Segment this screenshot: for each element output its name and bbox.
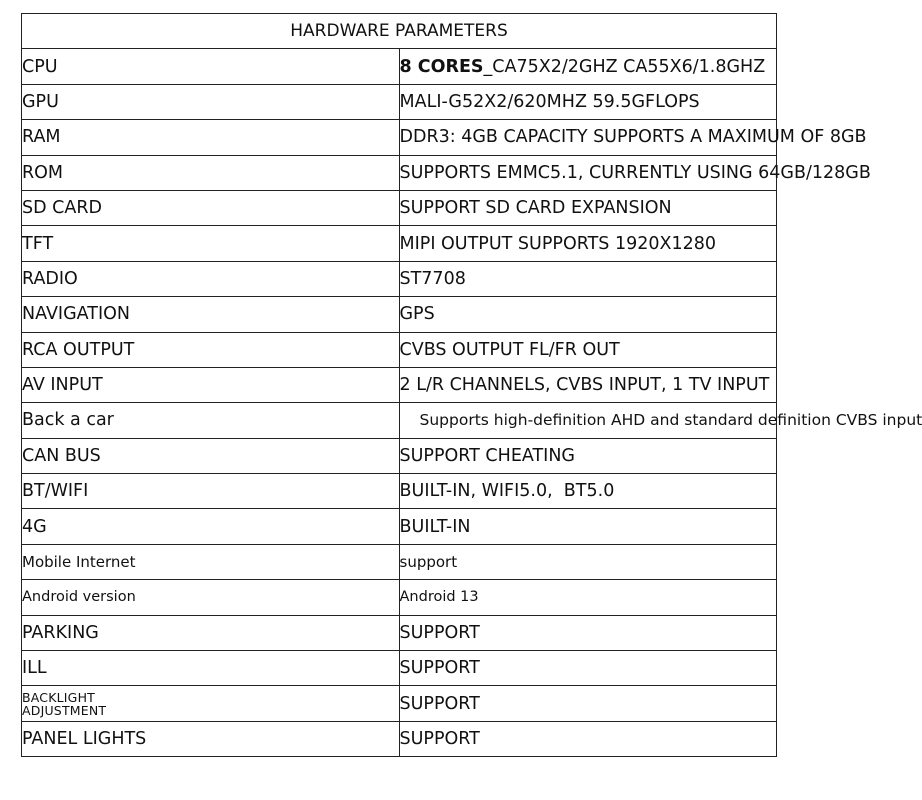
row-value: SUPPORT (399, 651, 777, 686)
table-row-navigation (22, 297, 777, 332)
table-row-bt-wifi (22, 474, 777, 509)
table-title: HARDWARE PARAMETERS (22, 14, 777, 49)
table-row-parking (22, 615, 777, 650)
row-label: ROM (22, 155, 400, 190)
row-label-line1: BACKLIGHT (22, 689, 96, 705)
table-row-rca-output (22, 332, 777, 367)
row-label: 4G (22, 509, 400, 544)
table-row-ram (22, 120, 777, 155)
row-value: SUPPORT SD CARD EXPANSION (399, 190, 777, 225)
row-label-line2: ADJUSTMENT (22, 702, 107, 718)
row-value: DDR3: 4GB CAPACITY SUPPORTS A MAXIMUM OF 8GB (399, 120, 777, 155)
row-value: Supports high-definition AHD and standard definition CVBS input (399, 403, 777, 438)
row-value: support (399, 544, 777, 579)
row-label: NAVIGATION (22, 297, 400, 332)
row-value: MIPI OUTPUT SUPPORTS 1920X1280 (399, 226, 777, 261)
row-label: RCA OUTPUT (22, 332, 400, 367)
table-header-row (22, 14, 777, 49)
row-label: SD CARD (22, 190, 400, 225)
table-row-gpu (22, 84, 777, 119)
row-label: Mobile Internet (22, 544, 400, 579)
cpu-cores-value: 8 CORES (399, 56, 484, 77)
table-row-rom (22, 155, 777, 190)
row-value: 2 L/R CHANNELS, CVBS INPUT, 1 TV INPUT (399, 367, 777, 402)
row-value: SUPPORT CHEATING (399, 438, 777, 473)
row-label: PARKING (22, 615, 400, 650)
row-label: TFT (22, 226, 400, 261)
table-row-tft (22, 226, 777, 261)
row-value: ST7708 (399, 261, 777, 296)
table-row-panel-lights (22, 721, 777, 756)
row-value: MALI-G52X2/620MHZ 59.5GFLOPS (399, 84, 777, 119)
table-row-mobile-internet (22, 544, 777, 579)
hardware-parameters-table (21, 13, 922, 757)
hardware-parameters-sheet (21, 13, 922, 757)
table-row-android-version (22, 580, 777, 615)
table-row-radio (22, 261, 777, 296)
row-label: Android version (22, 580, 400, 615)
cpu-clock-value: _CA75X2/2GHZ CA55X6/1.8GHZ (483, 56, 766, 77)
table-row-av-input (22, 367, 777, 402)
row-value: Android 13 (399, 580, 777, 615)
row-label: CPU (22, 49, 400, 84)
row-value: SUPPORT (399, 615, 777, 650)
table-row-back-a-car (22, 403, 777, 438)
table-row-4g (22, 509, 777, 544)
table-row-cpu (22, 49, 777, 84)
row-label: RAM (22, 120, 400, 155)
row-value (399, 49, 777, 84)
row-value: SUPPORT (399, 721, 777, 756)
table-row-can-bus (22, 438, 777, 473)
row-label: CAN BUS (22, 438, 400, 473)
table-row-backlight-adjustment (22, 686, 777, 721)
row-label: Back a car (22, 403, 400, 438)
row-label: AV INPUT (22, 367, 400, 402)
row-label: PANEL LIGHTS (22, 721, 400, 756)
row-value: SUPPORT (399, 686, 777, 721)
row-label (22, 686, 400, 721)
row-label: BT/WIFI (22, 474, 400, 509)
row-value: GPS (399, 297, 777, 332)
row-label: ILL (22, 651, 400, 686)
table-row-ill (22, 651, 777, 686)
row-label: RADIO (22, 261, 400, 296)
row-label: GPU (22, 84, 400, 119)
row-value: CVBS OUTPUT FL/FR OUT (399, 332, 777, 367)
table-row-sd-card (22, 190, 777, 225)
row-value: BUILT-IN (399, 509, 777, 544)
row-value: SUPPORTS EMMC5.1, CURRENTLY USING 64GB/128GB (399, 155, 777, 190)
row-value: BUILT-IN, WIFI5.0, BT5.0 (399, 474, 777, 509)
